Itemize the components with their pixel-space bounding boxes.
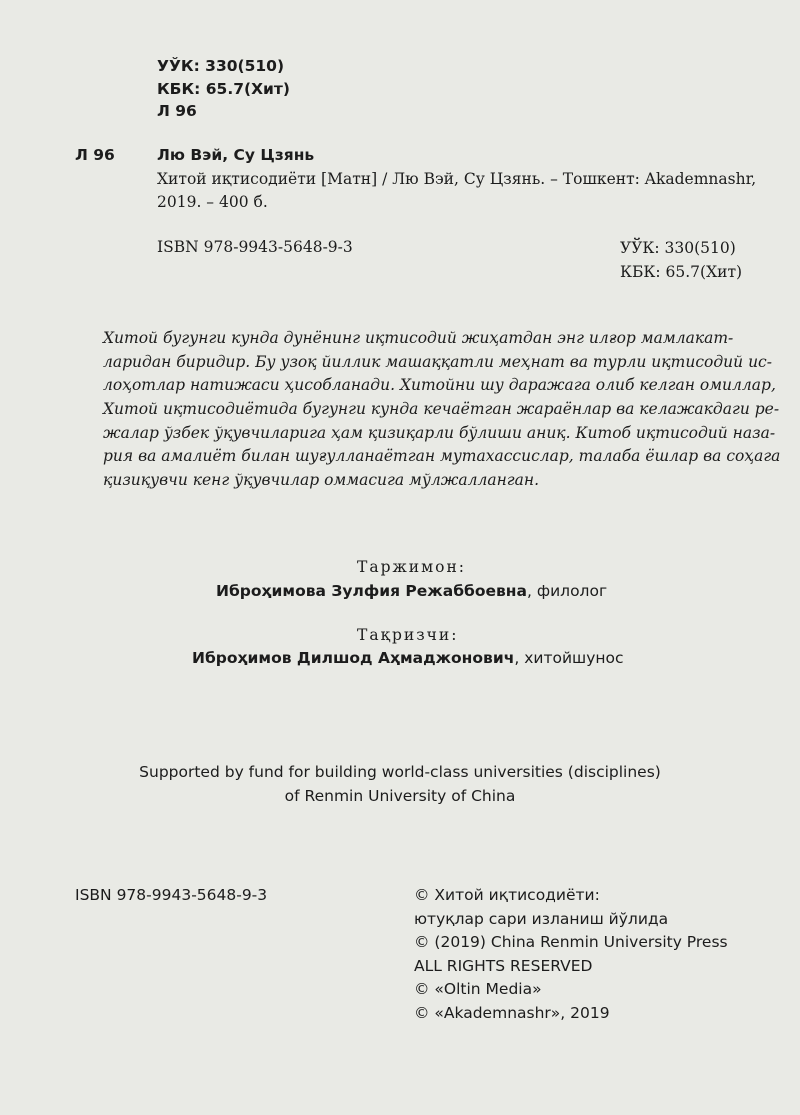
bib-line: Хитой иқтисодиёти [Матн] / Лю Вэй, Су Цзянь. – Тошкент: Akademnashr, (157, 170, 757, 188)
copyright-block (414, 884, 728, 1026)
funding-line: Supported by fund for building world-class universities (disciplines) (139, 763, 661, 781)
isbn-line: ISBN 978-9943-5648-9-3 (157, 238, 353, 256)
udc-code: УЎК: 330(510) (157, 57, 285, 75)
translator-role: Таржимон: (357, 558, 467, 576)
copyright-line: © (2019) China Renmin University Press (414, 933, 728, 952)
copyright-line: ALL RIGHTS RESERVED (414, 956, 593, 975)
abstract-line: Хитой бугунги кунда дунёнинг иқтисодий жиҳатдан энг илғор мамлакат- (103, 329, 734, 347)
abstract-line: қизиқувчи кенг ўқувчилар оммасига мўлжалланган. (103, 471, 539, 490)
abstract-line: ларидан биридир. Бу узоқ йиллик машаққатли меҳнат ва турли иқтисодий ис- (103, 352, 772, 371)
reviewer-role: Тақризчи: (357, 626, 459, 644)
udc-code: УЎК: 330(510) (620, 239, 736, 257)
book-abstract (103, 327, 781, 493)
bib-line: 2019. – 400 б. (157, 193, 268, 211)
bibliographic-description (157, 168, 756, 214)
authors-heading: Лю Вэй, Су Цзянь (157, 146, 315, 164)
catalog-codes-right (620, 236, 742, 284)
funding-note (0, 760, 800, 808)
reviewer-credit (192, 649, 624, 667)
author-mark: Л 96 (157, 102, 197, 120)
abstract-line: Хитой иқтисодиётида бугунги кунда кечаётган жараёнлар ва келажакдаги ре- (103, 400, 780, 419)
copyright-line: © «Akademnashr», 2019 (414, 1003, 610, 1022)
bbk-code: КБК: 65.7(Хит) (157, 79, 290, 98)
reviewer-title: , хитойшунос (514, 649, 624, 667)
isbn-bottom: ISBN 978-9943-5648-9-3 (75, 886, 268, 904)
translator-credit (216, 582, 607, 600)
translator-title: , филолог (526, 582, 608, 600)
copyright-line: © Хитой иқтисодиёти: (414, 886, 600, 904)
bbk-code: КБК: 65.7(Хит) (620, 263, 743, 281)
catalog-codes-top (157, 55, 290, 123)
author-mark-left: Л 96 (75, 146, 115, 164)
translator-name: Иброҳимова Зулфия Режаббоевна (216, 582, 527, 600)
copyright-line: ютуқлар сари изланиш йўлида (414, 909, 669, 928)
abstract-line: лоҳотлар натижаси ҳисобланади. Хитойни шу даражага олиб келган омиллар, (103, 376, 776, 395)
abstract-line: рия ва амалиёт билан шуғулланаётган мутахассислар, талаба ёшлар ва соҳага (103, 447, 781, 466)
reviewer-name: Иброҳимов Дилшод Аҳмаджонович (192, 649, 515, 667)
abstract-line: жалар ўзбек ўқувчиларига ҳам қизиқарли бўлиши аниқ. Китоб иқтисодий наза- (103, 423, 776, 442)
funding-line: of Renmin University of China (284, 787, 516, 805)
copyright-line: © «Oltin Media» (414, 980, 542, 999)
